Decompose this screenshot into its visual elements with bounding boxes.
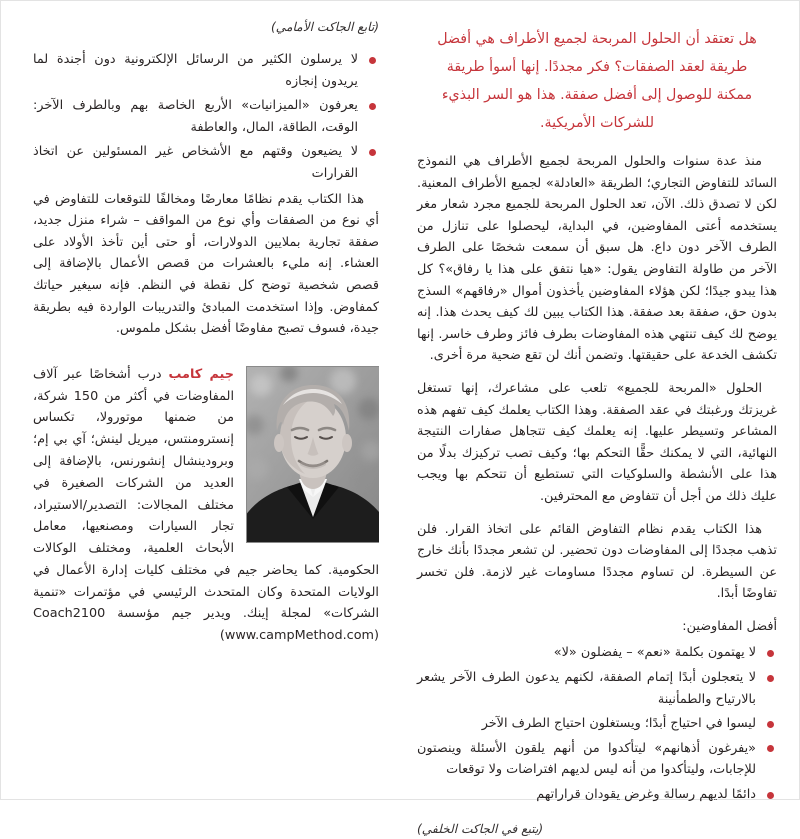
author-bio-section (33, 364, 379, 647)
bullet-dot-icon (767, 745, 774, 752)
list-item-text: «يفرغون أذهانهم» ليتأكدوا من أنهم يلقون الأسئلة وينصتون للإجابات، وليتأكدوا من أنه ليس لديهم افتراضات ولا توقعات (417, 740, 756, 778)
list-item (417, 667, 777, 710)
front-flap-column (417, 15, 777, 836)
bullet-dot-icon (767, 721, 774, 728)
list-item (417, 713, 777, 735)
bullet-dot-icon (369, 149, 376, 156)
continues-on-back-note: (يتبع في الجاكت الخلفي) (417, 821, 544, 836)
bullet-dot-icon (369, 57, 376, 64)
bullet-dot-icon (767, 650, 774, 657)
list-item-text: يعرفون «الميزانيات» الأربع الخاصة بهم وبالطرف الآخر: الوقت، الطاقة، المال، والعاطفة (33, 98, 358, 135)
flap-paragraph: منذ عدة سنوات والحلول المربحة لجميع الأطراف هي النموذج السائد للتفاوض التجاري؛ الطريقة «العادلة» لجميع الأطراف المعنية. لكن لا تصدق ذلك. الآن، تعد الحلول المربحة للجميع مجرد شعار مغر يستخدمه أعتى المفاوضين، في البداية، ليحصلوا على تنازل من الطرف الآخر دون داع. هل سبق أن سمعت شخصًا على الطرف الآخر من طاولة التفاوض يقول: «هيا نتفق على هذا يا رفاق»؟ كل هذا يبدو جيدًا؛ لكن هؤلاء المفاوضين يأخذون أموال «رفاقهم» السذج بدون حق، صفقة بعد صفقة. هذا الكتاب يبين لك كيف يحدث هذا. إنه يوضح لك كيف تنتهي هذه المفاوضات بطرف فائز وطرف خاسر. إنها تكشف الخدعة على حقيقتها. وتضمن أنك لن تقع ضحية مرة أخرى. (417, 154, 777, 364)
flap-continuation-column (33, 15, 379, 789)
portrait-illustration (247, 367, 379, 542)
list-item (417, 642, 777, 664)
author-photo (247, 367, 379, 542)
list-item-text: ليسوا في احتياج أبدًا؛ ويستغلون احتياج الطرف الآخر (481, 716, 756, 732)
list-item (33, 49, 379, 92)
bullet-dot-icon (767, 675, 774, 682)
bullet-dot-icon (767, 792, 774, 799)
list-item-text: لا يتعجلون أبدًا إتمام الصفقة، لكنهم يدعون الطرف الآخر يشعر بالارتياح والطمأنينة (417, 670, 756, 707)
continuation-list (33, 49, 379, 185)
jacket-hook-text: هل تعتقد أن الحلول المربحة لجميع الأطراف هي أفضل طريقة لعقد الصفقات؟ فكر مجددًا. إنها أسوأ طريقة ممكنة للوصول إلى أفضل صفقة. هذا هو السر البذيء للشركات الأمريكية. (437, 31, 757, 131)
continued-from-front-note: (تابع الجاكت الأمامي) (271, 20, 379, 34)
best-negotiators-list (417, 642, 777, 805)
bullet-dot-icon (369, 103, 376, 110)
list-item-text: لا يهتمون بكلمة «نعم» – يفضلون «لا» (553, 645, 756, 661)
author-bio-body: درب أشخاصًا عبر آلاف المفاوضات في أكثر من 150 شركة، من ضمنها موتورولا، تكساس إنسترومنتس، ميريل لينش؛ آي بي إم؛ وبرودينشال إنشورنس، بالإضافة إلى العديد من الشركات الصغيرة في مختلف المجالات: التصدير/الاستيراد، تجار السيارات ومصنعيها، معامل الأبحاث العلمية، ومختلف الوكالات الحكومية. كما يحاضر جيم في مختلف كليات إدارة الأعمال في الولايات المتحدة وكان المتحدث الرئيسي في مؤتمرات «تنمية الشركات» لمجلة إينك. ويدير جيم مؤسسة (33, 366, 379, 622)
flap-paragraph: هذا الكتاب يقدم نظام التفاوض القائم على اتخاذ القرار. فلن تذهب مجددًا إلى المفاوضات دون تحضير. لن تشعر مجددًا بأنك خارج عن السيطرة. لن تساوم مجددًا مساومات غير لازمة. فلن تخسر تفاوضًا أبدًا. (417, 521, 777, 602)
flap-paragraph: هذا الكتاب يقدم نظامًا معارضًا ومخالفًا للتوقعات للتفاوض في أي نوع من الصفقات وأي نوع من المواقف – شراء منزل جديد، صفقة تجارية بملايين الدولارات، أو حتى أين تأخذ الأولاد على العشاء. إنه مليء بالعشرات من قصص الأعمال بالإضافة إلى قصص شخصية توضح كل نقطة في النظم. فإنه سيغير حياتك كمفاوض. وإذا استخدمت المبادئ والتدريبات الواردة فيه بطريقة جيدة، فسوف تصبح مفاوضًا أفضل بشكل ملموس. (33, 191, 379, 337)
flap-paragraph: الحلول «المربحة للجميع» تلعب على مشاعرك، إنها تستغل غريزتك ورغبتك في عقد الصفقة. وهذا الكتاب يعلمك كيف تفهم هذه المشاعر وتسيطر عليها. إنه يعلمك كيف تتجاهل صفارات النتيجة النهائية، التي لا يمكنك حقًّا التحكم بها؛ وكيف تصب تركيزك بدلًا من هذا على الأنشطة والسلوكيات التي تستطيع أن تتحكم بها ويجب عليك ذلك من أجل أن تتفاوض مع المحترفين. (417, 380, 777, 504)
list-item (417, 738, 777, 781)
list-item (33, 141, 379, 184)
list-item-text: دائمًا لديهم رسالة وغرض يقودان قراراتهم (536, 787, 756, 803)
author-name: جيم كامب (168, 366, 234, 382)
best-negotiators-heading: أفضل المفاوضين: (682, 618, 777, 634)
author-website: Coach2100 (www.campMethod.com) (33, 606, 379, 644)
list-item-text: لا يضيعون وقتهم مع الأشخاص غير المسئولين عن اتخاذ القرارات (33, 144, 358, 181)
list-item (417, 784, 777, 806)
list-item-text: لا يرسلون الكثير من الرسائل الإلكترونية دون أجندة لما يريدون إنجازه (33, 52, 358, 89)
list-item (33, 95, 379, 138)
